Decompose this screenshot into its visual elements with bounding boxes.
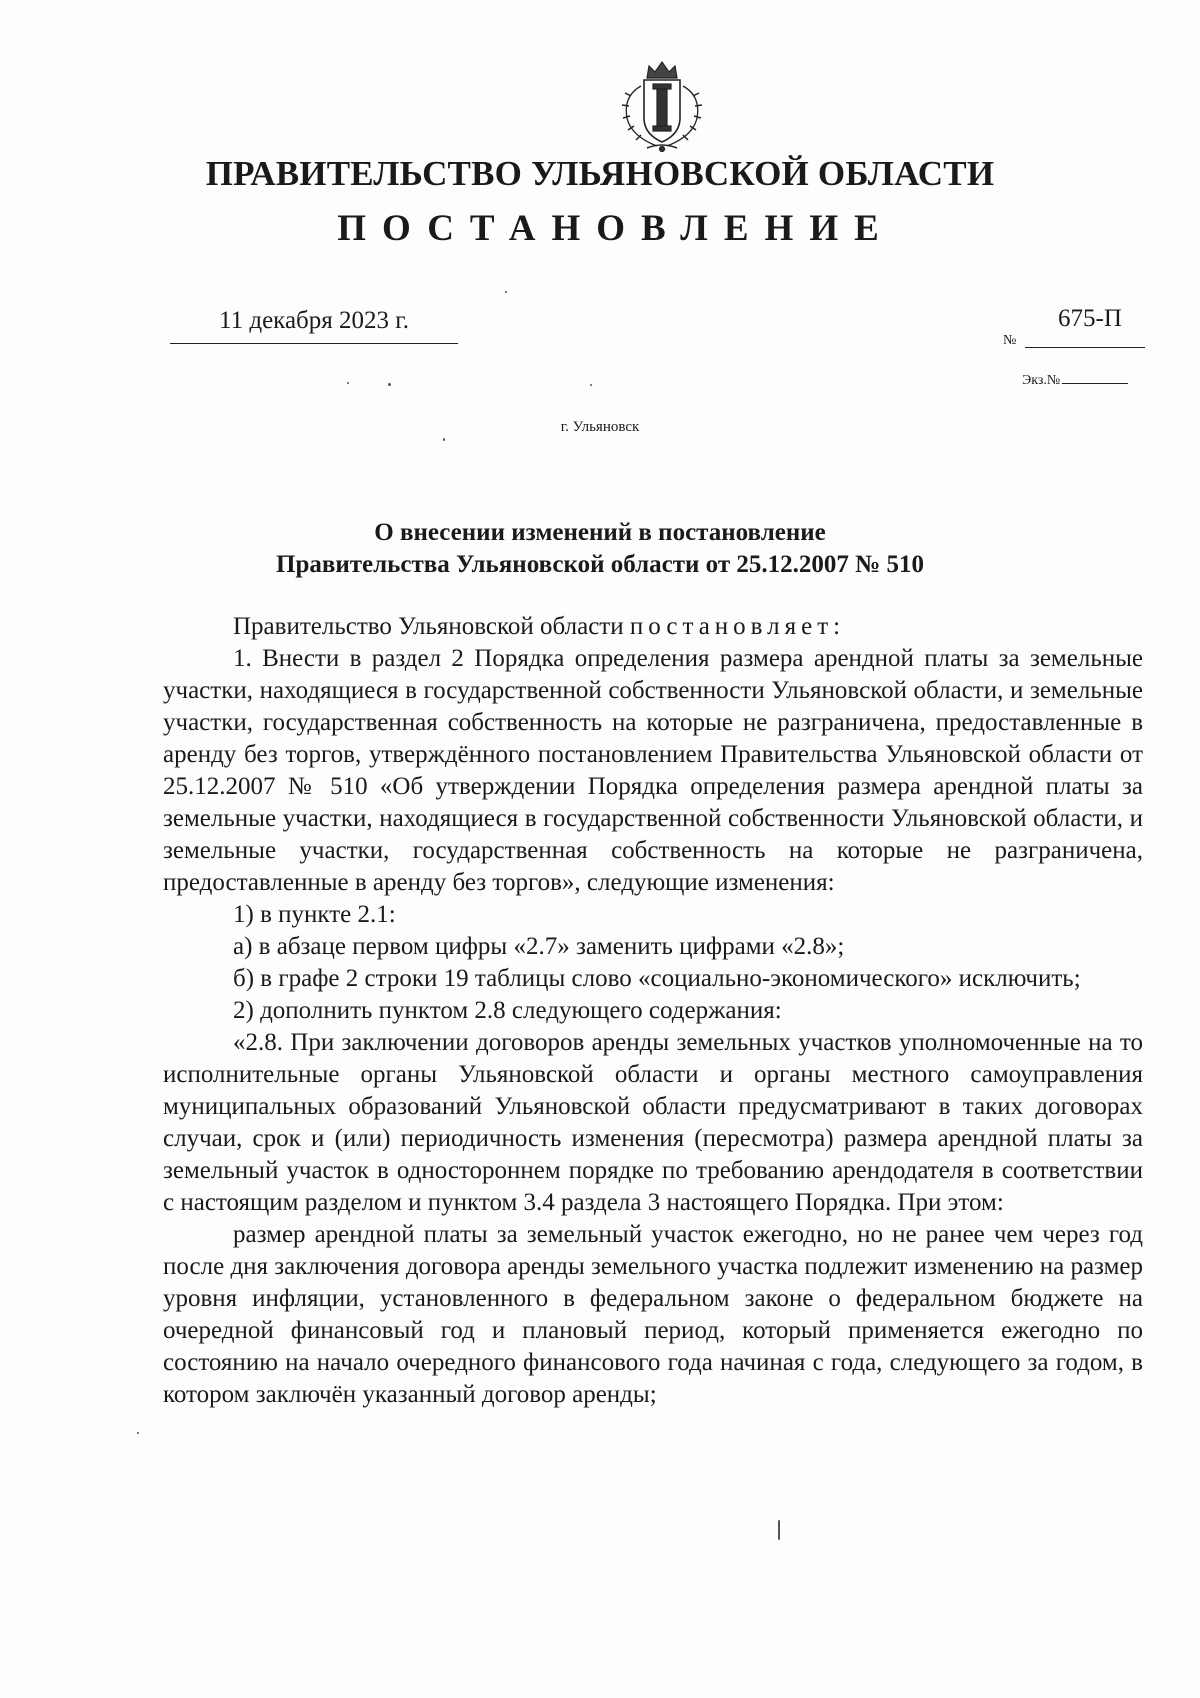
document-type-title: ПОСТАНОВЛЕНИЕ <box>337 208 895 249</box>
number-field <box>1003 305 1145 351</box>
copy-number-field <box>1022 373 1128 389</box>
paragraph-3: а) в абзаце первом цифры «2.7» заменить цифрами «2.8»; <box>233 933 845 960</box>
scan-speck <box>347 382 349 384</box>
scan-speck <box>590 384 592 386</box>
preamble-lead: Правительство Ульяновской области <box>233 613 630 640</box>
coat-of-arms-emblem <box>617 56 707 154</box>
date-underline <box>170 343 458 344</box>
scan-speck <box>137 1432 139 1434</box>
document-date: 11 декабря 2023 г. <box>219 307 409 334</box>
paragraph-6: «2.8. При заключении договоров аренды земельных участков уполномоченные на то исполнительные органы Ульяновской области и органы местного самоуправления муниципальных образований Ульяновской области предусматривают в таких договорах случаи, срок и (или) периодичность изменения (пересмотра) размера арендной платы за земельный участок в одностороннем порядке по требованию арендодателя в соответствии с настоящим разделом и пунктом 3.4 раздела 3 настоящего Порядка. При этом: <box>163 1029 1143 1216</box>
city-name: г. Ульяновск <box>560 419 640 435</box>
number-sign: № <box>1003 333 1017 348</box>
decree-subject <box>0 517 1200 581</box>
paragraph-7: размер арендной платы за земельный участок ежегодно, но не ранее чем через год после дня заключения договора аренды земельного участка подлежит изменению на размер уровня инфляции, установленного в федеральном законе о федеральном бюджете на очередной финансовый год и плановый период, который применяется ежегодно по состоянию на начало очередного финансового года начиная с года, следующего за годом, в котором заключён указанный договор аренды; <box>163 1221 1143 1408</box>
preamble-paragraph <box>163 611 1143 643</box>
scan-speck <box>778 1520 780 1540</box>
decree-body <box>163 611 1143 1411</box>
scan-speck <box>388 383 391 386</box>
scan-speck <box>505 291 507 293</box>
document-number: 675-П <box>1058 305 1122 332</box>
copy-number-underline <box>1062 383 1128 384</box>
paragraph-2: 1) в пункте 2.1: <box>233 901 396 928</box>
paragraph-1: 1. Внести в раздел 2 Порядка определения размера арендной платы за земельные участки, находящиеся в государственной собственности Ульяновской области, и земельные участки, государственная собственность на которые не разграничена, предоставленные в аренду без торгов, утверждённого постановлением Правительства Ульяновской области от 25.12.2007 № 510 «Об утверждении Порядка определения размера арендной платы за земельные участки, находящиеся в государственной собственности Ульяновской области, и земельные участки, государственная собственность на которые не разграничена, предоставленные в аренду без торгов», следующие изменения: <box>163 645 1143 896</box>
preamble-end: : <box>833 613 841 640</box>
copy-number-label: Экз.№ <box>1022 373 1061 388</box>
subject-line-1: О внесении изменений в постановление <box>374 519 826 546</box>
government-title: ПРАВИТЕЛЬСТВО УЛЬЯНОВСКОЙ ОБЛАСТИ <box>205 154 995 193</box>
subject-line-2: Правительства Ульяновской области от 25.12.2007 № 510 <box>276 551 924 578</box>
number-underline <box>1025 347 1145 348</box>
scan-speck <box>443 438 445 441</box>
preamble-verb: постановляет <box>629 613 834 640</box>
paragraph-4: б) в графе 2 строки 19 таблицы слово «социально-экономического» исключить; <box>233 965 1081 992</box>
paragraph-5: 2) дополнить пунктом 2.8 следующего содержания: <box>233 997 782 1024</box>
date-field <box>170 307 458 344</box>
